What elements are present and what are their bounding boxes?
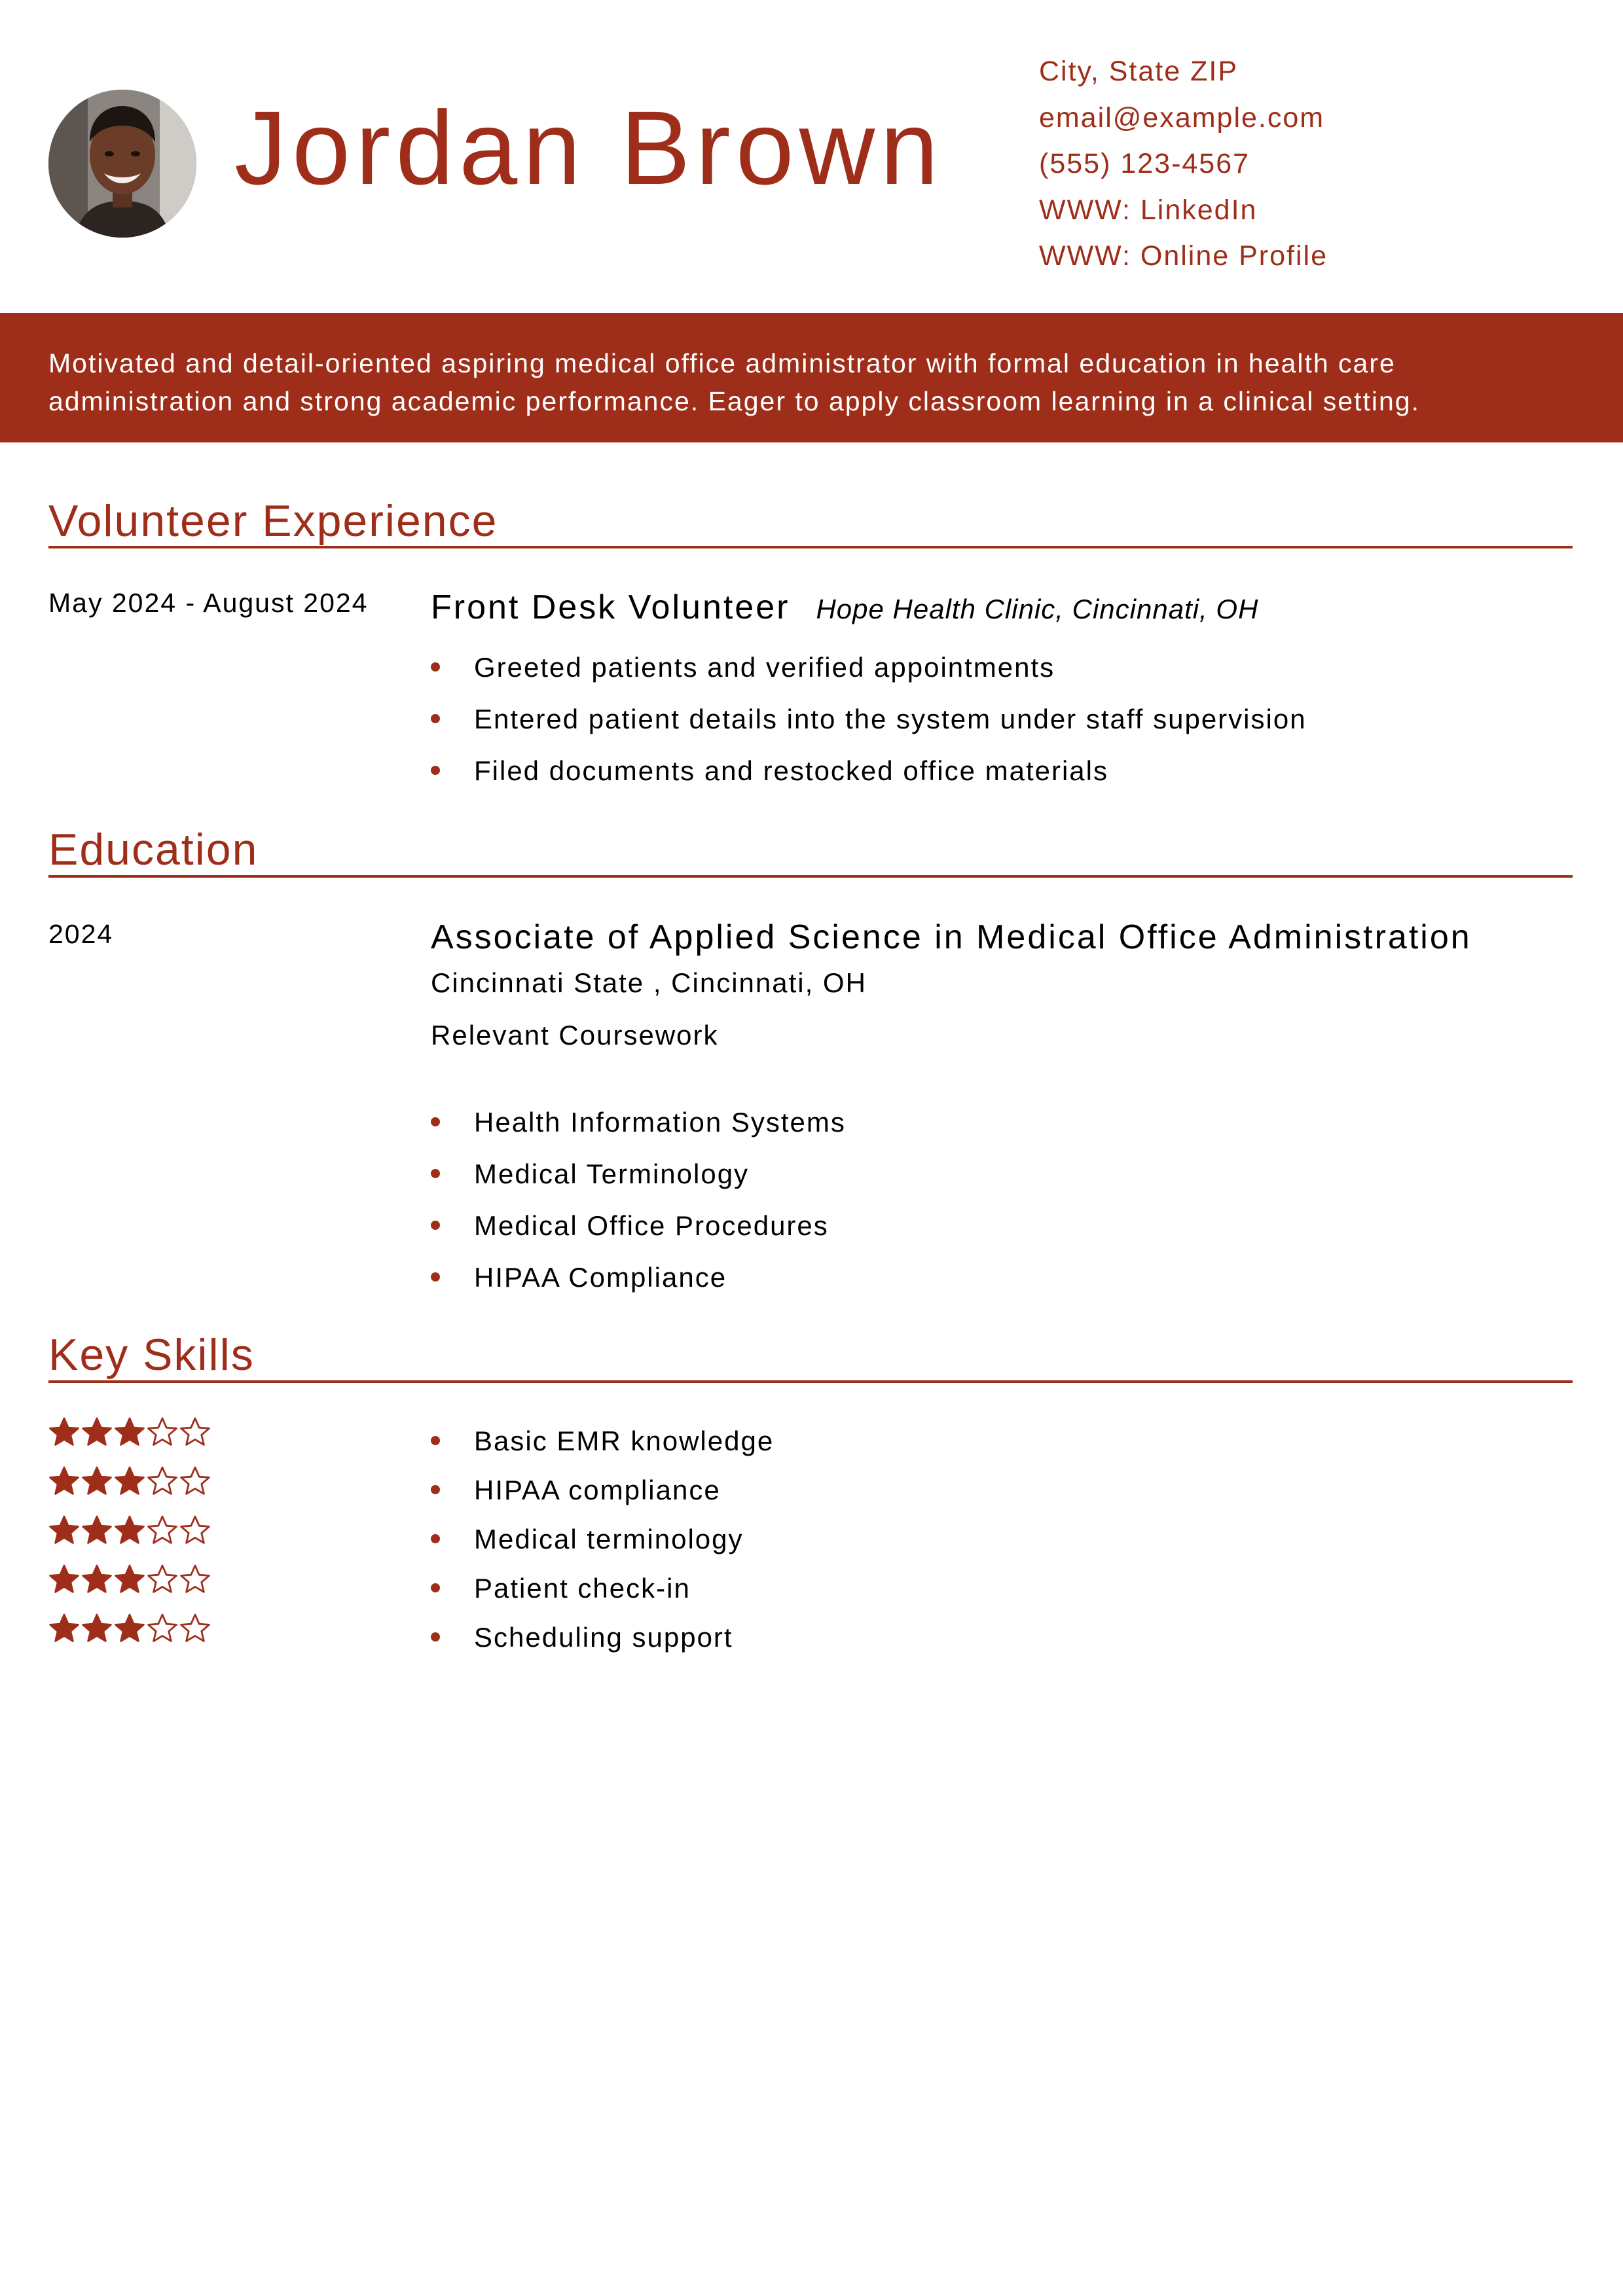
volunteer-date: May 2024 - August 2024: [48, 588, 369, 618]
section-divider: [48, 875, 1573, 878]
list-item: Greeted patients and verified appointments: [431, 648, 1307, 700]
star-empty-icon: [179, 1613, 211, 1644]
skill-rating: [48, 1564, 211, 1613]
skill-ratings: [48, 1416, 211, 1662]
star-filled-icon: [48, 1613, 80, 1644]
list-item: HIPAA Compliance: [431, 1258, 846, 1310]
list-item: HIPAA compliance: [431, 1471, 774, 1520]
list-item: Patient check-in: [431, 1569, 774, 1618]
volunteer-role-line: [431, 588, 1258, 627]
star-empty-icon: [179, 1564, 211, 1595]
star-empty-icon: [147, 1613, 178, 1644]
star-filled-icon: [114, 1613, 145, 1644]
volunteer-section-title: Volunteer Experience: [48, 496, 498, 546]
list-item: Health Information Systems: [431, 1103, 846, 1155]
list-item: Medical Office Procedures: [431, 1206, 846, 1258]
education-school: Cincinnati State , Cincinnati, OH: [431, 967, 867, 998]
star-empty-icon: [147, 1515, 178, 1546]
skill-rating: [48, 1515, 211, 1564]
star-filled-icon: [48, 1465, 80, 1497]
star-empty-icon: [179, 1465, 211, 1497]
list-item: Basic EMR knowledge: [431, 1422, 774, 1471]
section-divider: [48, 1380, 1573, 1383]
list-item: Entered patient details into the system under staff supervision: [431, 700, 1307, 751]
resume-header: [0, 0, 1623, 313]
list-item: Filed documents and restocked office materials: [431, 751, 1307, 803]
profile-photo-illustration: [48, 90, 196, 238]
contact-linkedin[interactable]: WWW: LinkedIn: [1039, 194, 1258, 226]
contact-email[interactable]: email@example.com: [1039, 101, 1325, 134]
list-item: Medical Terminology: [431, 1155, 846, 1206]
contact-phone: (555) 123-4567: [1039, 148, 1250, 179]
summary-text: Motivated and detail-oriented aspiring medical office administrator with formal education in health care administration and strong academic performance. Eager to apply classroom learning in a clinical setting.: [48, 348, 1420, 416]
skills-section-title: Key Skills: [48, 1330, 255, 1380]
coursework-label: Relevant Coursework: [431, 1020, 719, 1050]
skill-rating: [48, 1465, 211, 1515]
star-filled-icon: [48, 1416, 80, 1448]
volunteer-employer: Hope Health Clinic, Cincinnati, OH: [816, 594, 1259, 624]
star-empty-icon: [179, 1416, 211, 1448]
star-empty-icon: [147, 1465, 178, 1497]
candidate-name: Jordan Brown: [234, 89, 944, 206]
education-degree: Associate of Applied Science in Medical Office Administration: [431, 918, 1472, 956]
star-filled-icon: [114, 1515, 145, 1546]
star-filled-icon: [81, 1515, 113, 1546]
volunteer-duties: [431, 648, 1307, 803]
contact-online-profile[interactable]: WWW: Online Profile: [1039, 240, 1328, 272]
contact-address: City, State ZIP: [1039, 56, 1238, 87]
skills-list: [431, 1422, 774, 1667]
education-date: 2024: [48, 919, 114, 949]
star-filled-icon: [81, 1465, 113, 1497]
star-filled-icon: [81, 1613, 113, 1644]
star-empty-icon: [179, 1515, 211, 1546]
profile-photo: [48, 90, 196, 238]
star-filled-icon: [114, 1465, 145, 1497]
star-filled-icon: [114, 1416, 145, 1448]
star-filled-icon: [48, 1564, 80, 1595]
star-filled-icon: [48, 1515, 80, 1546]
list-item: Scheduling support: [431, 1618, 774, 1667]
skill-rating: [48, 1416, 211, 1465]
contact-info: [1039, 52, 1328, 283]
star-filled-icon: [81, 1564, 113, 1595]
coursework-list: [431, 1103, 846, 1310]
summary-banner: [0, 313, 1623, 442]
skill-rating: [48, 1613, 211, 1662]
star-empty-icon: [147, 1416, 178, 1448]
star-filled-icon: [81, 1416, 113, 1448]
list-item: Medical terminology: [431, 1520, 774, 1569]
volunteer-role: Front Desk Volunteer: [431, 588, 790, 626]
section-divider: [48, 546, 1573, 548]
education-section-title: Education: [48, 825, 259, 874]
star-filled-icon: [114, 1564, 145, 1595]
star-empty-icon: [147, 1564, 178, 1595]
